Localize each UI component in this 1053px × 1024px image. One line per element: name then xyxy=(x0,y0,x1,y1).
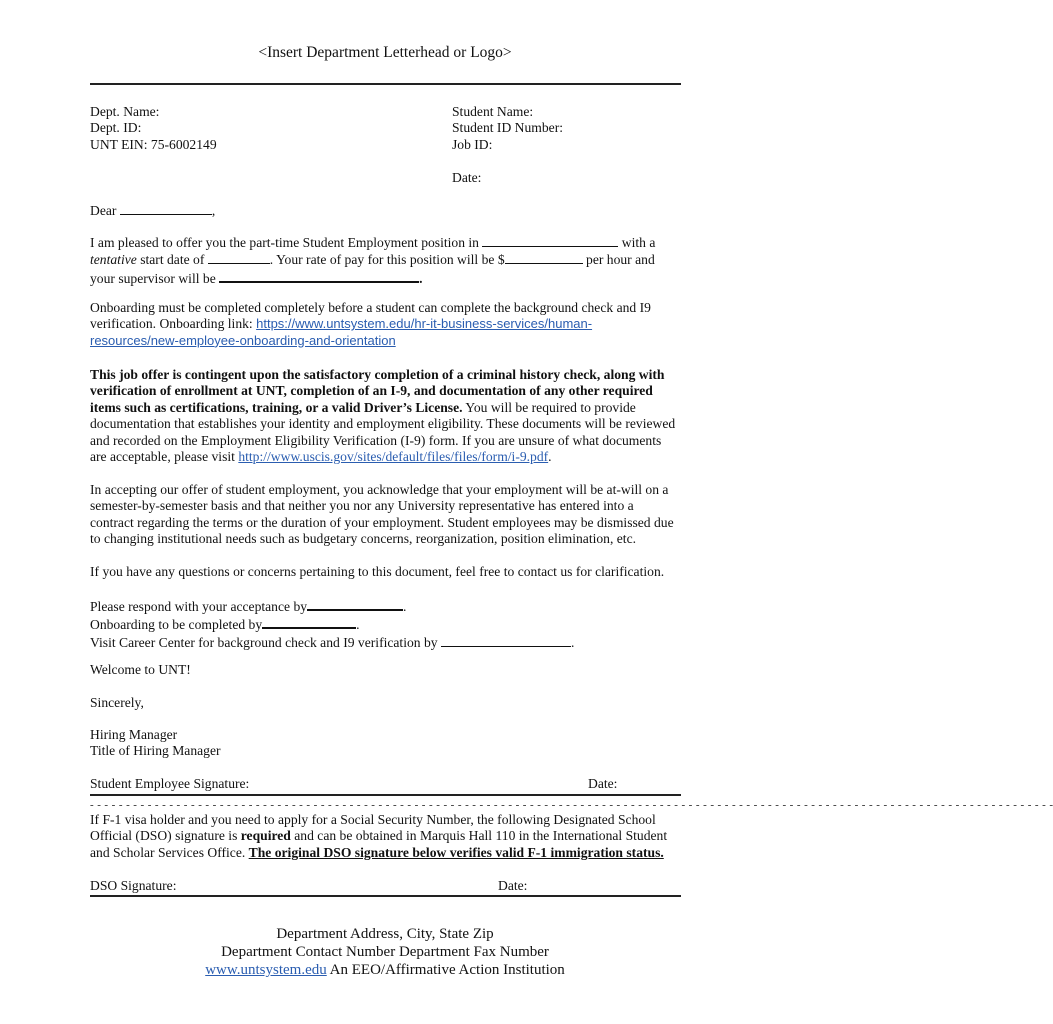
supervisor-blank[interactable] xyxy=(219,269,419,283)
onboarding-period: . xyxy=(356,617,360,633)
footer-address: Department Address, City, State Zip xyxy=(276,926,494,942)
closing-text: Sincerely, xyxy=(90,695,144,710)
at-will-text: In accepting our offer of student employment, you acknowledge that your employment will be at-will on a semester-by-semester basis and that neither you nor any University representative has entered into a contract regarding the terms or the duration of your employment. Student employees may be dismissed due to changing institutional needs such as budgetary concerns, reorganization, position elimination, etc. xyxy=(90,482,674,547)
offer-text-4: . Your rate of pay for this position will be $ xyxy=(269,252,505,268)
student-signature-rule xyxy=(90,794,681,796)
f1-paragraph xyxy=(90,812,680,861)
student-id-label: Student ID Number: xyxy=(452,120,564,136)
position-blank[interactable] xyxy=(482,234,618,247)
contingent-paragraph xyxy=(90,367,680,465)
salutation-comma: , xyxy=(211,203,216,218)
footer-contact: Department Contact Number Department Fax Number xyxy=(221,944,549,960)
student-name-label: Student Name: xyxy=(452,104,534,119)
acceptance-period: . xyxy=(403,599,407,614)
department-info xyxy=(90,104,217,153)
career-center-period: . xyxy=(570,634,575,650)
contingent-bold-text: This job offer is contingent upon the satisfactory completion of a criminal history check, along with verification of enrollment at UNT, completion of an I-9, and documentation of any other required items such as certifications, training, or a valid Driver’s License. xyxy=(90,367,665,415)
letterhead-placeholder: <Insert Department Letterhead or Logo> xyxy=(258,44,512,61)
signer-subtitle: Title of Hiring Manager xyxy=(90,743,221,759)
dso-signature-label: DSO Signature: xyxy=(90,878,177,893)
signer-block xyxy=(90,727,680,760)
onboarding-date-blank[interactable] xyxy=(262,615,356,629)
onboarding-link[interactable]: https://www.untsystem.edu/hr-it-business-services/human-resources/new-employee-onboarding-and-orientation xyxy=(90,316,593,348)
pay-rate-blank[interactable] xyxy=(505,251,583,264)
dso-signature-rule xyxy=(90,895,681,897)
unt-ein-label: UNT EIN: 75-6002149 xyxy=(90,136,217,152)
acceptance-date-blank[interactable] xyxy=(307,597,403,611)
offer-text-2: with a xyxy=(618,235,656,250)
dso-signature-line[interactable] xyxy=(90,878,681,895)
respond-block xyxy=(90,597,680,651)
signer-title: Hiring Manager xyxy=(90,727,178,742)
questions-paragraph xyxy=(90,564,680,580)
f1-underlined-statement: The original DSO signature below verifies valid F-1 immigration status. xyxy=(248,844,664,860)
cut-line: - - - - - - - - - - - - - - - - - - - - - - - - - - - - - - - - - - - - - - - - - - - - - - - - - - - - - - - - - - - - - - - - - - - - - - - - - - - - - - - - - - - - - - - - - - - - - - - - - - - - - - - - - - - - - - - - - - - - - - - - - - - - - - - - - - - - - - xyxy=(90,799,1053,811)
questions-text: If you have any questions or concerns pertaining to this document, feel free to contact us for clarification. xyxy=(90,564,665,579)
f1-text-2: and can be obtained in Marquis Hall 110 in the International Student and Scholar Services Office. xyxy=(90,828,668,860)
student-info xyxy=(452,104,563,186)
offer-period: . xyxy=(419,270,423,286)
dear-text: Dear xyxy=(90,203,117,218)
offer-text-1: I am pleased to offer you the part-time Student Employment position in xyxy=(90,235,479,250)
f1-required: required xyxy=(240,828,291,844)
student-signature-date-label: Date: xyxy=(588,776,618,791)
recipient-name-blank[interactable] xyxy=(120,202,212,215)
career-center-text: Visit Career Center for background check and I9 verification by xyxy=(90,634,441,650)
footer-website-link[interactable]: www.untsystem.edu xyxy=(205,962,327,978)
student-signature-line[interactable] xyxy=(90,776,681,793)
at-will-paragraph xyxy=(90,482,680,548)
footer xyxy=(0,925,770,979)
acceptance-text: Please respond with your acceptance by xyxy=(90,599,308,614)
dept-name-label: Dept. Name: xyxy=(90,104,160,119)
start-date-blank[interactable] xyxy=(208,251,270,264)
salutation xyxy=(90,202,680,219)
contingent-end: . xyxy=(548,449,552,465)
onboarding-text: Onboarding must be completed completely before a student can complete the background check and I9 verification. Onboarding link: xyxy=(90,300,651,332)
welcome-text: Welcome to UNT! xyxy=(90,662,191,677)
onboarding-deadline-text: Onboarding to be completed by xyxy=(90,617,263,633)
dso-signature-date-label: Date: xyxy=(498,878,528,893)
offer-text-5: per hour and your supervisor will be xyxy=(90,252,655,286)
student-signature-label: Student Employee Signature: xyxy=(90,776,250,791)
offer-paragraph xyxy=(90,234,680,287)
contingent-text: You will be required to provide documentation that establishes your identity and employment eligibility. These documents will be reviewed and recorded on the Employment Eligibility Verification (I-9) form. If you are unsure of what documents are acceptable, please visit xyxy=(90,399,676,465)
onboarding-paragraph xyxy=(90,300,680,349)
job-id-label: Job ID: xyxy=(452,136,493,152)
background-check-date-blank[interactable] xyxy=(441,634,571,647)
i9-form-link[interactable]: http://www.uscis.gov/sites/default/files/files/form/i-9.pdf xyxy=(238,449,549,465)
footer-eeo-text: An EEO/Affirmative Action Institution xyxy=(326,962,565,978)
dept-id-label: Dept. ID: xyxy=(90,120,142,136)
date-label: Date: xyxy=(452,169,482,185)
tentative-word: tentative xyxy=(90,252,137,268)
f1-text-1: If F-1 visa holder and you need to apply for a Social Security Number, the following Designated School Official (DSO) signature is xyxy=(90,812,656,844)
letterhead-rule xyxy=(90,83,681,85)
offer-text-3: start date of xyxy=(136,252,208,268)
